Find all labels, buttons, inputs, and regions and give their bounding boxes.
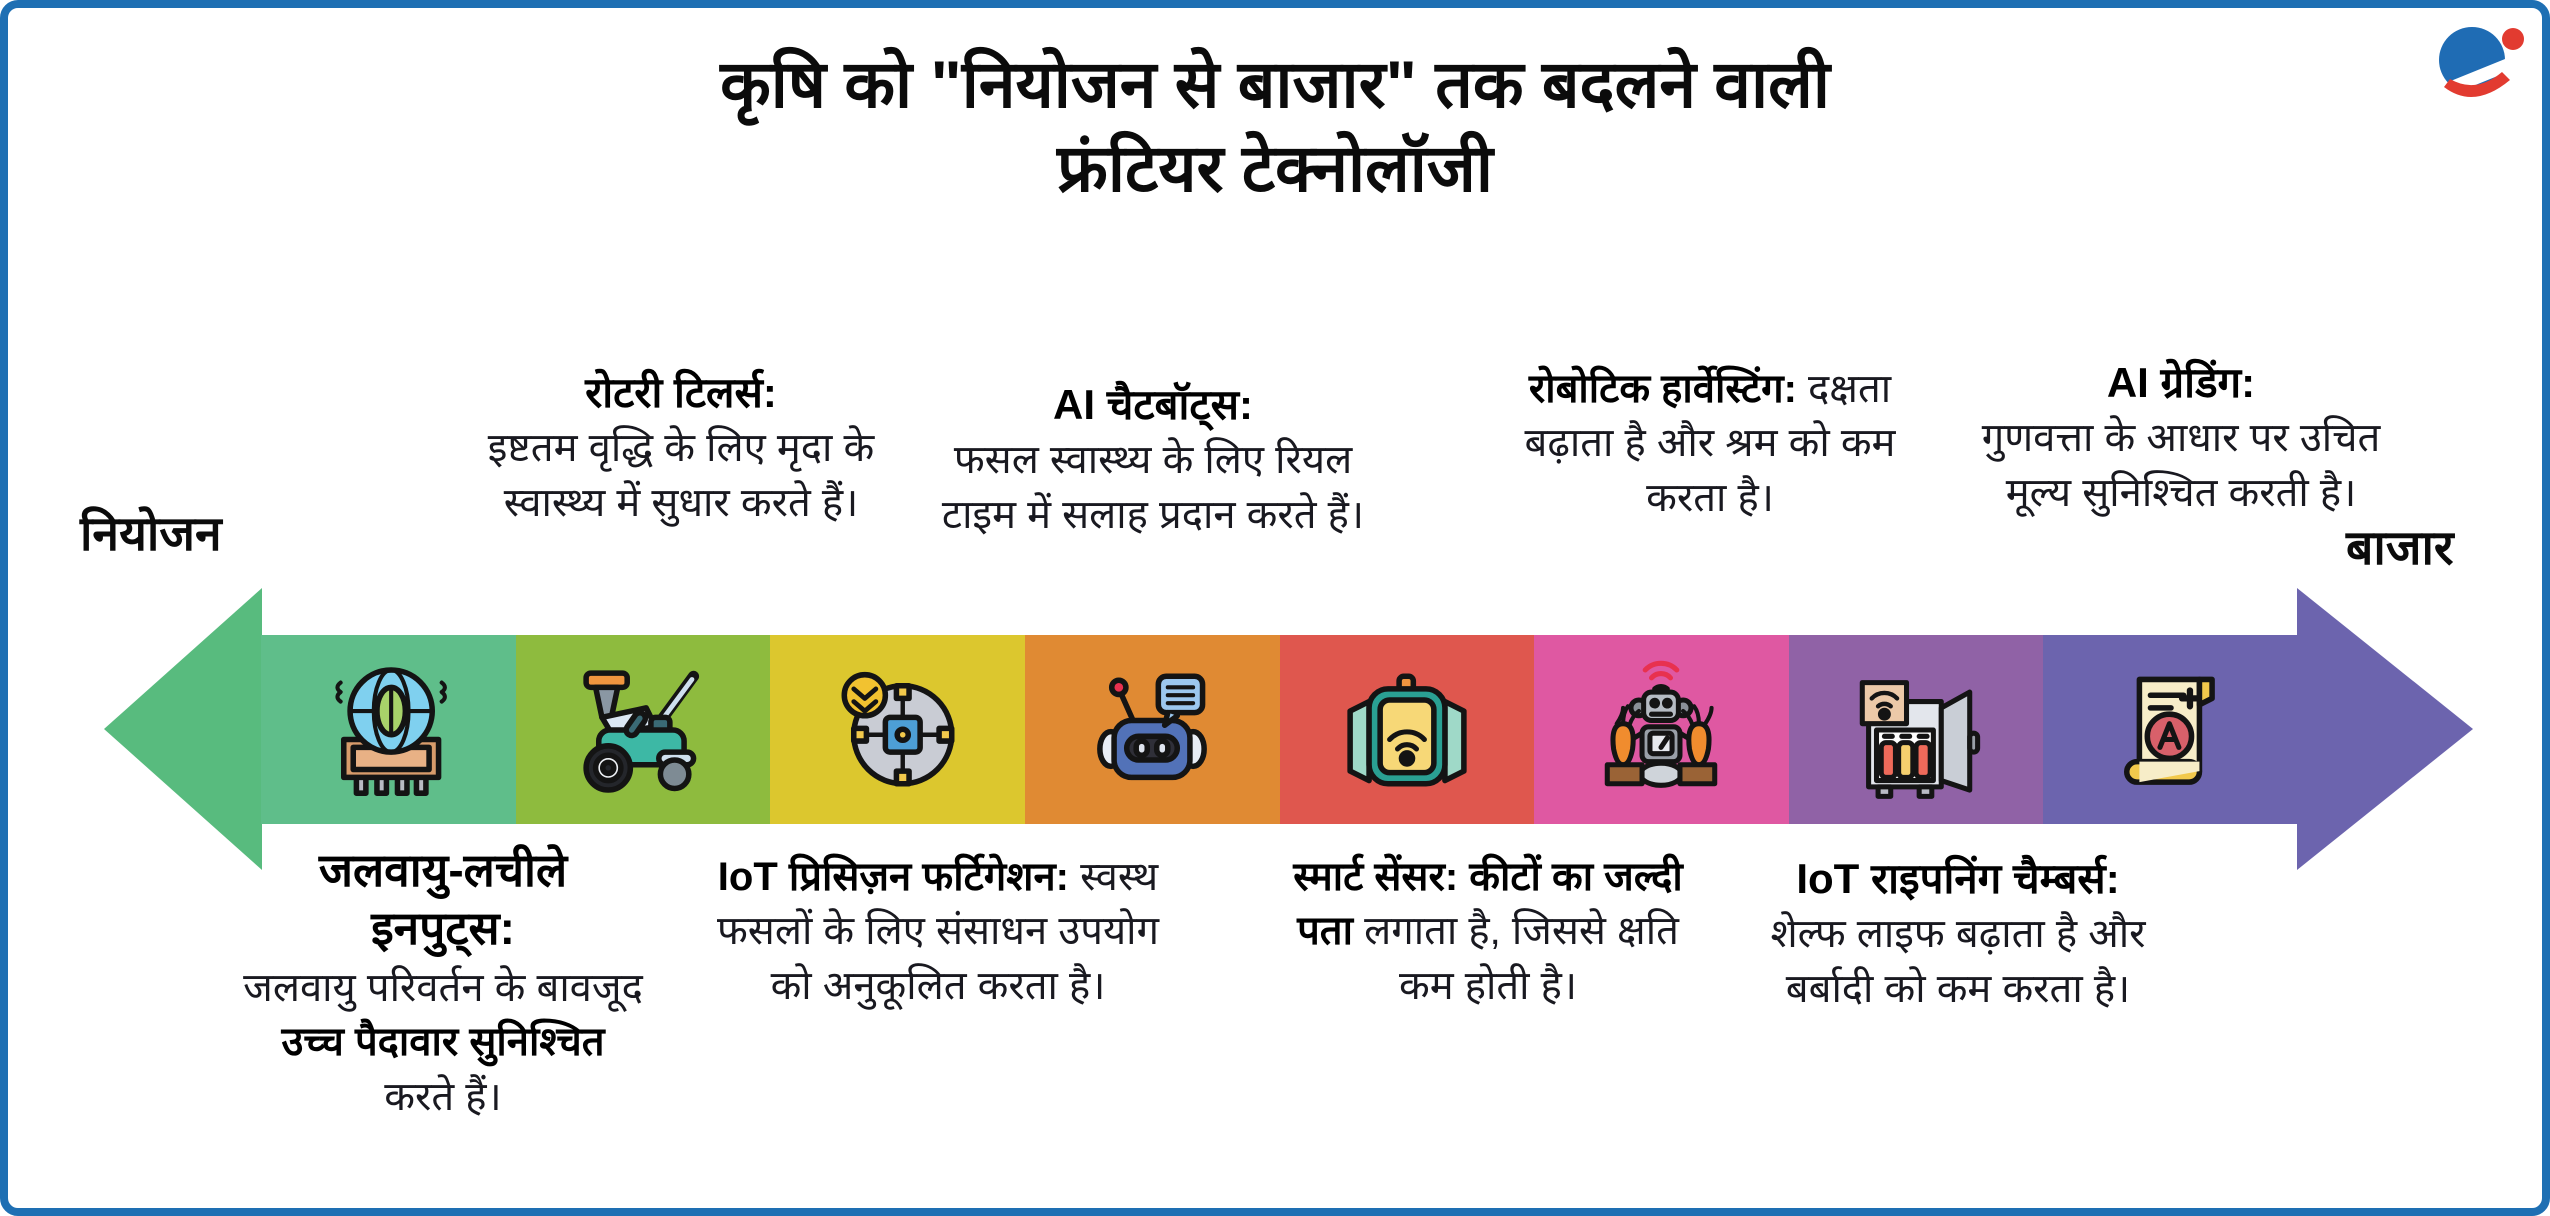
note-body: जलवायु परिवर्तन के बावजूद (243, 966, 643, 1010)
note-heading: IoT राइपनिंग चैम्बर्स: (1796, 855, 2120, 902)
note-ai-grading (1956, 354, 2406, 520)
page-title (8, 42, 2542, 211)
note-iot-ripening-chambers (1723, 850, 2193, 1016)
axis-label-market: बाजार (2346, 522, 2454, 575)
note-body: दक्षता बढ़ाता है और श्रम को कम करता है। (1524, 367, 1896, 520)
iot-fertigation-icon (819, 651, 977, 809)
note-heading: AI ग्रेडिंग: (2106, 359, 2256, 406)
segment-robotic-harvesting (1534, 635, 1789, 824)
axis-label-planning: नियोजन (80, 508, 222, 561)
technology-arrow-band (261, 635, 2298, 824)
smart-sensor-icon (1328, 651, 1486, 809)
note-rotary-tillers (456, 364, 906, 530)
note-ai-chatbots (913, 376, 1393, 542)
note-heading: स्मार्ट सेंसर: कीटों का जल्दी पता (1293, 855, 1683, 954)
title-line-2: फ्रंटियर टेक्नोलॉजी (1057, 131, 1493, 206)
note-body: इष्टतम वृद्धि के लिए मृदा के स्वास्थ्य में सुधार करते हैं। (487, 426, 875, 525)
note-body: फसल स्वास्थ्य के लिए रियल टाइम में सलाह प्रदान करते हैं। (941, 438, 1365, 537)
note-body-bold: उच्च पैदावार सुनिश्चित (281, 1020, 605, 1065)
note-climate-resilient-inputs (243, 842, 643, 1124)
note-iot-precision-fertigation (713, 850, 1163, 1013)
note-heading: रोटरी टिलर्स: (585, 369, 777, 416)
note-heading: जलवायु-लचीले इनपुट्स: (318, 844, 568, 954)
note-smart-sensors (1273, 850, 1703, 1013)
note-body: करते हैं। (384, 1074, 502, 1119)
segment-rotary-tillers (516, 635, 771, 824)
note-body: लगाता है, जिससे क्षति कम होती है। (1352, 909, 1679, 1008)
segment-ai-chatbots (1025, 635, 1280, 824)
segment-smart-sensors (1280, 635, 1535, 824)
arrow-head-left (104, 588, 262, 870)
globe-chip-icon (309, 651, 467, 809)
title-line-1: कृषि को "नियोजन से बाजार" तक बदलने वाली (720, 47, 1830, 121)
robot-harvester-icon (1582, 651, 1740, 809)
note-robotic-harvesting (1510, 362, 1910, 525)
note-body: गुणवत्ता के आधार पर उचित मूल्य सुनिश्चित करती है। (1981, 416, 2381, 515)
segment-climate-resilient-inputs (261, 635, 516, 824)
segment-ai-grading (2043, 635, 2298, 824)
note-heading: IoT प्रिसिज़न फर्टिगेशन: (717, 855, 1069, 899)
ai-chatbot-icon (1073, 651, 1231, 809)
rotary-tiller-icon (564, 651, 722, 809)
segment-iot-precision-fertigation (770, 635, 1025, 824)
note-body: स्वस्थ फसलों के लिए संसाधन उपयोग को अनुकूलित करता है। (716, 855, 1160, 1008)
arrow-head-right (2297, 588, 2473, 870)
note-heading: AI चैटबॉट्स: (1053, 381, 1253, 428)
segment-iot-ripening-chambers (1789, 635, 2044, 824)
ripening-chamber-icon (1837, 651, 1995, 809)
note-heading: रोबोटिक हार्वेस्टिंग: (1528, 367, 1797, 411)
ai-grading-icon (2092, 651, 2250, 809)
note-body: शेल्फ लाइफ बढ़ाता है और बर्बादी को कम करता है। (1770, 912, 2146, 1011)
